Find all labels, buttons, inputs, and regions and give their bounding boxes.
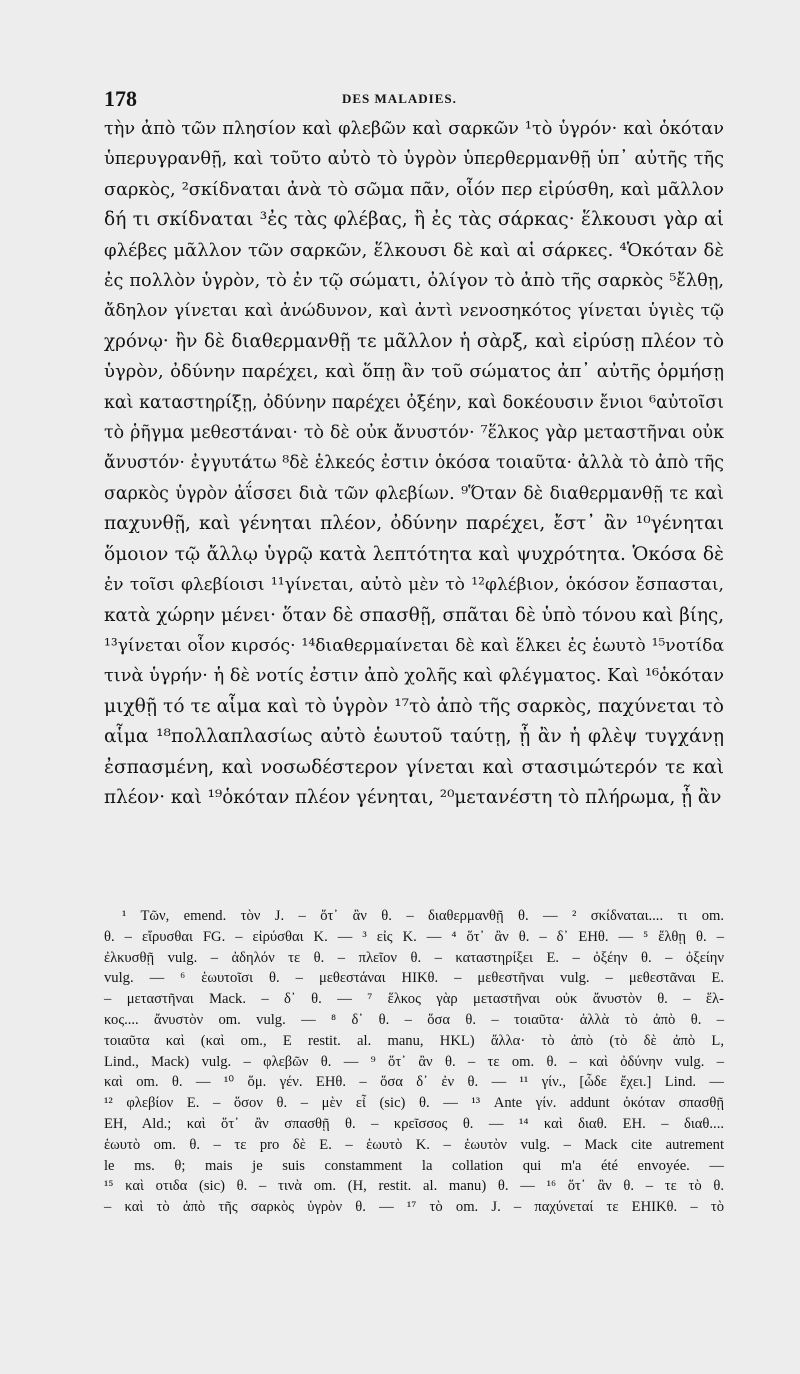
text-line: σαρκὸς ὑγρὸν ἀΐσσει διὰ τῶν φλεβίων. ⁹Ὅταν δὲ διαθερμανθῇ τε καὶ bbox=[104, 483, 724, 504]
text-line: σαρκὸς, ²σκίδναται ἀνὰ τὸ σῶμα πᾶν, οἷόν περ εἰρύσθη, καὶ μᾶλλον bbox=[104, 179, 724, 200]
footnote-line: vulg. — ⁶ ἑωυτοῖσι θ. – μεθεστάναι HIKθ. – μεθεστῆναι vulg. – μεθεστᾶναι E. bbox=[104, 970, 724, 987]
text-line: ἐν τοῖσι φλεβίοισι ¹¹γίνεται, αὐτὸ μὲν τὸ ¹²φλέβιον, ὁκόσον ἔσπασται, bbox=[104, 575, 724, 596]
footnote-line: ¹ Τῶν, emend. τὸν J. – ὅτ᾽ ἂν θ. – διαθερμανθῇ θ. — ² σκίδναται.... τι om. bbox=[122, 908, 724, 924]
footnote-line: ¹² φλεβίον E. – ὅσον θ. – μὲν εἶ (sic) θ. — ¹³ Ante γίν. addunt ὁκόταν σπασθῇ bbox=[104, 1095, 724, 1112]
text-line: πλέον· καὶ ¹⁹ὁκόταν πλέον γένηται, ²⁰μετανέστη τὸ πλήρωμα, ᾗ ἂν bbox=[104, 786, 722, 808]
text-line: χρόνῳ· ἢν δὲ διαθερμανθῇ τε μᾶλλον ἡ σὰρξ, καὶ εἰρύσῃ πλέον τὸ bbox=[104, 330, 724, 352]
main-text bbox=[104, 114, 724, 813]
text-line: παχυνθῇ, καὶ γένηται πλέον, ὀδύνην παρέχει, ἔστ᾽ ἂν ¹⁰γένηται bbox=[104, 513, 724, 535]
text-line: τὴν ἀπὸ τῶν πλησίον καὶ φλεβῶν καὶ σαρκῶν ¹τὸ ὑγρόν· καὶ ὁκόταν bbox=[104, 119, 724, 139]
footnote-line: Lind., Mack) vulg. – φλεβῶν θ. — ⁹ ὅτ᾽ ἂν θ. – τε om. θ. – καὶ ὀδύνην vulg. – bbox=[104, 1053, 724, 1070]
footnote-line: – μεταστῆναι Mack. – δ᾽ θ. — ⁷ ἕλκος γὰρ μεταστῆναι οὐκ ἄνυστὸν θ. – ἕλ- bbox=[104, 991, 724, 1008]
text-line: αἷμα ¹⁸πολλαπλασίως αὐτὸ ἑωυτοῦ ταύτῃ, ᾗ ἂν ἡ φλὲψ τυγχάνῃ bbox=[104, 726, 724, 748]
text-line: φλέβες μᾶλλον τῶν σαρκῶν, ἕλκουσι δὲ καὶ αἱ σάρκες. ⁴Ὁκόταν δὲ bbox=[104, 239, 724, 261]
text-line: καὶ καταστηρίξῃ, ὀδύνην παρέχει ὀξέην, καὶ δοκέουσιν ἔνιοι ⁶αὐτοῖσι bbox=[104, 392, 724, 413]
text-line: ἄνυστόν· ἐγγυτάτω ⁸δὲ ἑλκεός ἐστιν ὁκόσα τοιαῦτα· ἀλλὰ τὸ ἀπὸ τῆς bbox=[104, 453, 724, 474]
footnotes bbox=[104, 906, 724, 1218]
page-header bbox=[104, 86, 724, 110]
footnote-line: ἐλκυσθῇ vulg. – ἀδηλόν τε θ. – πλεῖον θ. – καταστηρίξει E. – ὀξέην θ. – ὀξείην bbox=[104, 949, 724, 966]
text-line: μιχθῇ τό τε αἷμα καὶ τὸ ὑγρὸν ¹⁷τὸ ἀπὸ τῆς σαρκὸς, παχύνεται τὸ bbox=[104, 695, 724, 717]
text-line: ἐσπασμένη, καὶ νοσωδέστερον γίνεται καὶ στασιμώτερόν τε καὶ bbox=[104, 756, 724, 778]
footnote-line: θ. – εἴρυσθαι FG. – εἰρύσθαι K. — ³ εἰς K. — ⁴ ὅτ᾽ ἂν θ. – δ᾽ EHθ. — ⁵ ἔλθῃ θ. – bbox=[104, 928, 724, 945]
text-line: ὑπερυγρανθῇ, καὶ τοῦτο αὐτὸ τὸ ὑγρὸν ὑπερθερμανθῇ ὑπ᾽ αὐτῆς τῆς bbox=[104, 149, 724, 170]
text-line: ὑγρὸν, ὀδύνην παρέχει, καὶ ὅπῃ ἂν τοῦ σώματος ἀπ᾽ αὐτῆς ὁρμήσῃ bbox=[104, 361, 724, 383]
footnote-line: le ms. θ; mais je suis constamment la collation qui m'a été envoyée. — bbox=[104, 1157, 724, 1174]
text-line: κατὰ χώρην μένει· ὅταν δὲ σπασθῇ, σπᾶται δὲ ὑπὸ τόνου καὶ βίης, bbox=[104, 604, 724, 626]
text-line: τὸ ῥῆγμα μεθεστάναι· τὸ δὲ οὐκ ἄνυστόν· ⁷ἕλκος γὰρ μεταστῆναι οὐκ bbox=[104, 423, 724, 444]
text-line: ¹³γίνεται οἷον κιρσός· ¹⁴διαθερμαίνεται δὲ καὶ ἕλκει ἐς ἑωυτὸ ¹⁵νοτίδα bbox=[104, 635, 724, 656]
footnote-line: ἑωυτὸ om. θ. – τε pro δὲ E. – ἑωυτὸ K. – ἑωυτὸν vulg. – Mack cite autrement bbox=[104, 1136, 724, 1153]
footnote-line: κος.... ἄνυστὸν om. vulg. — ⁸ δ᾽ θ. – ὅσα θ. – τοιαῦτα· ἀλλὰ τὸ ἀπὸ θ. – bbox=[104, 1011, 724, 1028]
footnote-line: ¹⁵ καὶ οτιδα (sic) θ. – τινὰ om. (H, restit. al. manu) θ. — ¹⁶ ὅτ᾽ ἂν θ. – τε τὸ θ. bbox=[104, 1178, 724, 1195]
page-number: 178 bbox=[104, 86, 137, 111]
text-line: δή τι σκίδναται ³ἐς τὰς φλέβας, ἢ ἐς τὰς σάρκας· ἕλκουσι γὰρ αἱ bbox=[104, 209, 724, 231]
footnote-line: – καὶ τὸ ἀπὸ τῆς σαρκὸς ὑγρὸν θ. — ¹⁷ τὸ om. J. – παχύνεταί τε EHIKθ. – τὸ bbox=[104, 1199, 724, 1216]
footnote-line: EH, Ald.; καὶ ὅτ᾽ ἂν σπασθῇ θ. – κρεῖσσος θ. — ¹⁴ καὶ διαθ. EH. – διαθ.... bbox=[104, 1115, 724, 1132]
running-title: DES MALADIES. bbox=[342, 91, 457, 106]
text-line: τινὰ ὑγρήν· ἡ δὲ νοτίς ἐστιν ἀπὸ χολῆς καὶ φλέγματος. Καὶ ¹⁶ὁκόταν bbox=[104, 666, 724, 687]
text-line: ὅμοιον τῷ ἄλλῳ ὑγρῷ κατὰ λεπτότητα καὶ ψυχρότητα. Ὁκόσα δὲ bbox=[104, 543, 724, 565]
footnote-line: καὶ om. θ. — ¹⁰ ὅμ. γέν. EHθ. – ὅσα δ᾽ ἐν θ. — ¹¹ γίν., [ὧδε ἔχει.] Lind. — bbox=[104, 1074, 724, 1091]
text-line: ἐς πολλὸν ὑγρὸν, τὸ ἐν τῷ σώματι, ὀλίγον τὸ ἀπὸ τῆς σαρκὸς ⁵ἔλθῃ, bbox=[104, 271, 724, 292]
footnote-line: τοιαῦτα καὶ (καὶ om., E restit. al. manu, HKL) ἄλλα· τὸ ἀπὸ (τὸ δὲ ἀπὸ L, bbox=[104, 1032, 724, 1049]
text-line: ἄδηλον γίνεται καὶ ἀνώδυνον, καὶ ἀντὶ νενοσηκότος γίνεται ὑγιὲς τῷ bbox=[104, 301, 724, 322]
